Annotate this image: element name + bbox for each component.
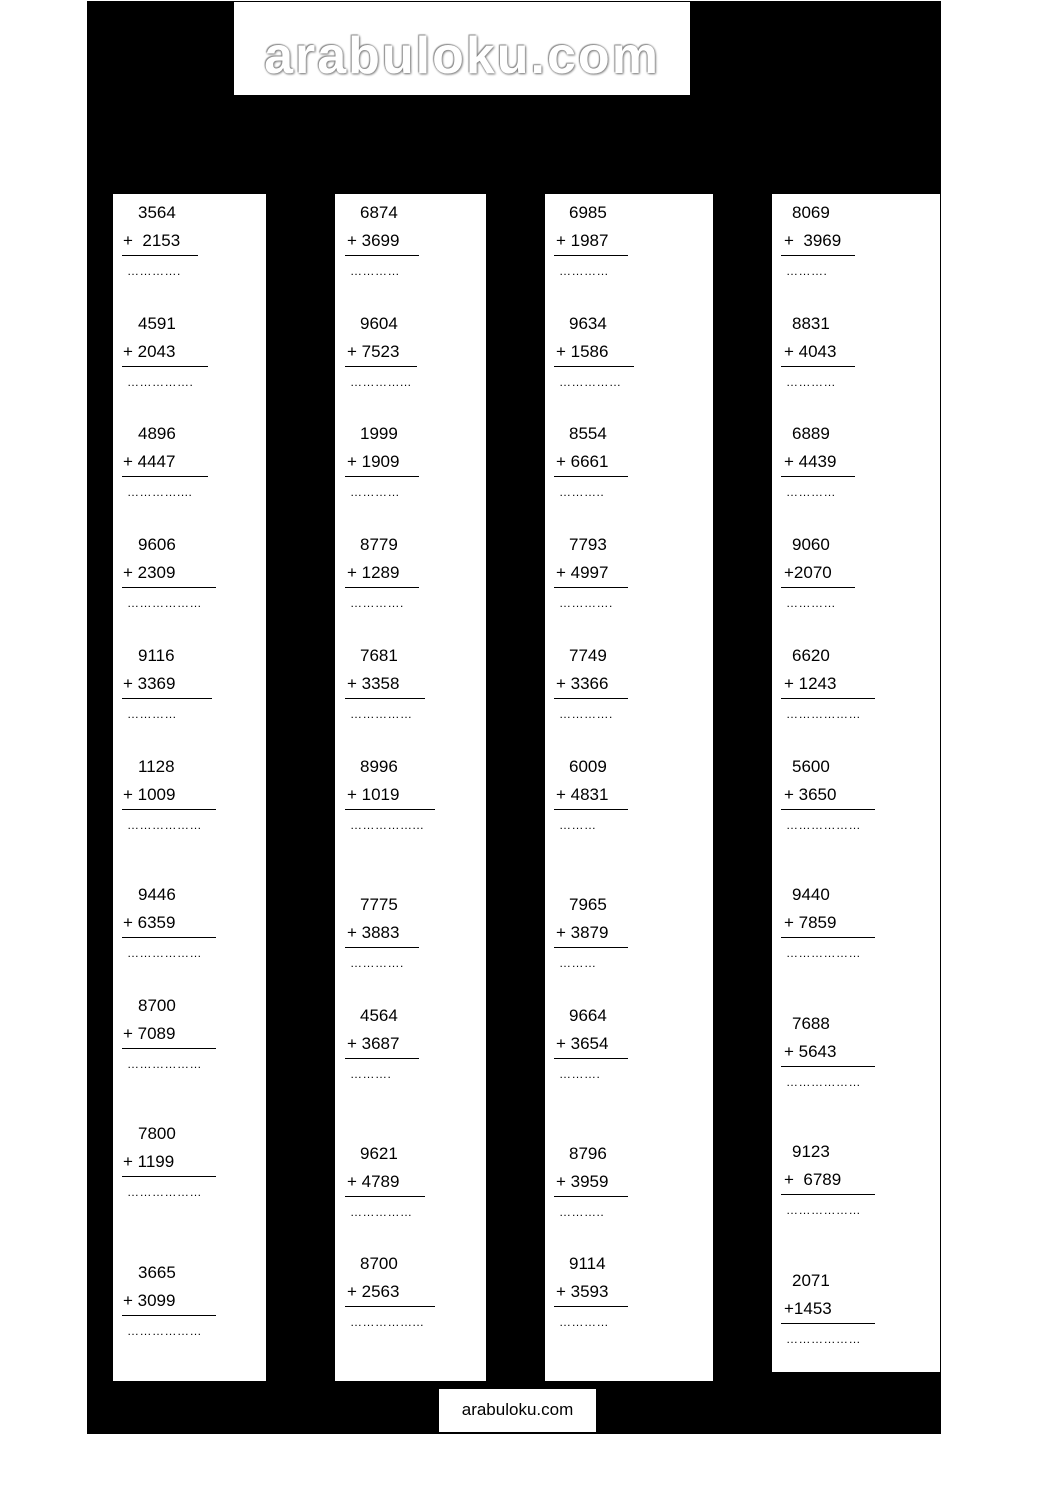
answer-blank: ………… [350,485,400,499]
top-number: 9621 [360,1144,398,1163]
bottom-number: + 4043 [784,342,837,361]
answer-blank: ……………… [786,1332,861,1346]
sum-line [345,1306,435,1307]
answer-blank: ………. [350,1067,392,1081]
top-number: 8700 [138,996,176,1015]
answer-blank: ……………… [786,1075,861,1089]
sum-line [122,255,198,256]
bottom-number: + 3369 [123,674,176,693]
bottom-number: + 3883 [347,923,400,942]
top-number: 9440 [792,885,830,904]
top-number: 9606 [138,535,176,554]
sum-line [554,1306,628,1307]
answer-blank: ……….. [559,485,605,499]
bottom-number: + 3879 [556,923,609,942]
answer-blank: …………... [350,375,412,389]
sum-line [345,1196,425,1197]
answer-blank: ………… [559,1315,609,1329]
top-number: 6889 [792,424,830,443]
sum-line [781,1194,875,1195]
top-number: 6009 [569,757,607,776]
sum-line [345,809,435,810]
sum-line [122,587,216,588]
answer-blank: …………. [127,264,181,278]
sum-line [122,1315,216,1316]
problem-column-3 [545,194,713,1381]
answer-blank: …………… [559,375,622,389]
sum-line [554,587,628,588]
top-number: 6620 [792,646,830,665]
answer-blank: ……………. [127,375,194,389]
answer-blank: ……………… [786,946,861,960]
sum-line [345,255,419,256]
bottom-number: + 3593 [556,1282,609,1301]
sum-line [554,809,628,810]
bottom-number: + 4789 [347,1172,400,1191]
top-number: 2071 [792,1271,830,1290]
sum-line [122,1048,216,1049]
sum-line [345,1058,419,1059]
answer-blank: ………….... [127,485,193,499]
bottom-number: + 2309 [123,563,176,582]
bottom-number: + 2563 [347,1282,400,1301]
sum-line [781,1066,875,1067]
footer-banner [439,1389,596,1432]
sum-line [345,476,419,477]
answer-blank: ……………… [127,946,202,960]
problem-column-2 [335,194,486,1381]
sum-line [781,698,875,699]
sum-line [781,587,855,588]
answer-blank: …………… [350,707,413,721]
sum-line [781,476,855,477]
bottom-number: + 1243 [784,674,837,693]
sum-line [554,366,634,367]
bottom-number: + 3366 [556,674,609,693]
sum-line [122,698,212,699]
answer-blank: ……………… [127,1185,202,1199]
bottom-number: + 7089 [123,1024,176,1043]
top-number: 9446 [138,885,176,904]
bottom-number: + 1586 [556,342,609,361]
top-number: 3564 [138,203,176,222]
answer-blank: ……………… [786,707,861,721]
sum-line [554,698,628,699]
site-logo: arabuloku.com [264,27,660,85]
top-number: 7681 [360,646,398,665]
answer-blank: ………… [350,264,400,278]
answer-blank: ………. [786,264,828,278]
top-number: 9060 [792,535,830,554]
top-number: 4896 [138,424,176,443]
sum-line [345,587,419,588]
sum-line [122,476,208,477]
bottom-number: + 3099 [123,1291,176,1310]
top-number: 8831 [792,314,830,333]
answer-blank: ……… [559,818,597,832]
answer-blank: ……………… [786,1203,861,1217]
bottom-number: + 1019 [347,785,400,804]
answer-blank: ………. [559,1067,601,1081]
bottom-number: + 2043 [123,342,176,361]
answer-blank: …………… [350,1205,413,1219]
top-number: 9634 [569,314,607,333]
answer-blank: ……………… [786,818,861,832]
top-number: 5600 [792,757,830,776]
answer-blank: ………… [786,596,836,610]
bottom-number: + 3650 [784,785,837,804]
bottom-number: + 6661 [556,452,609,471]
top-number: 4591 [138,314,176,333]
answer-blank: ……… [559,956,597,970]
top-number: 7793 [569,535,607,554]
top-number: 9664 [569,1006,607,1025]
top-number: 8069 [792,203,830,222]
sum-line [345,947,419,948]
answer-blank: …………. [559,707,613,721]
footer-site-name: arabuloku.com [461,1400,574,1419]
bottom-number: + 6789 [784,1170,842,1189]
problem-column-1 [113,194,266,1381]
problem-column-4 [772,194,940,1372]
bottom-number: + 3969 [784,231,842,250]
top-number: 1999 [360,424,398,443]
bottom-number: + 1199 [123,1152,175,1171]
sum-line [554,255,628,256]
bottom-number: + 7859 [784,913,837,932]
bottom-number: +2070 [784,563,832,582]
bottom-number: + 1009 [123,785,176,804]
bottom-number: + 4447 [123,452,176,471]
sum-line [122,937,216,938]
bottom-number: + 3358 [347,674,400,693]
sum-line [122,809,216,810]
answer-blank: ………… [127,707,177,721]
top-number: 8554 [569,424,607,443]
top-number: 1128 [138,757,175,776]
sum-line [122,366,208,367]
sum-line [781,366,855,367]
top-number: 7800 [138,1124,176,1143]
sum-line [554,1196,628,1197]
answer-blank: ……………… [127,596,202,610]
answer-blank: ……….. [559,1205,605,1219]
answer-blank: ………… [559,264,609,278]
bottom-number: + 6359 [123,913,176,932]
bottom-number: + 2153 [123,231,181,250]
top-number: 6874 [360,203,398,222]
answer-blank: …………. [350,596,404,610]
bottom-number: + 5643 [784,1042,837,1061]
bottom-number: + 4831 [556,785,609,804]
answer-blank: ……………... [350,1315,425,1329]
answer-blank: ………… [786,375,836,389]
answer-blank: ……………… [127,1324,202,1338]
top-number: 9123 [792,1142,830,1161]
top-number: 9116 [138,646,175,665]
sum-line [345,698,425,699]
sum-line [781,937,875,938]
top-number: 9114 [569,1254,606,1273]
bottom-number: + 4439 [784,452,837,471]
answer-blank: …………. [559,596,613,610]
top-number: 7749 [569,646,607,665]
top-number: 8996 [360,757,398,776]
bottom-number: + 3654 [556,1034,609,1053]
bottom-number: + 3959 [556,1172,609,1191]
bottom-number: + 1987 [556,231,609,250]
sum-line [554,947,628,948]
sum-line [781,1323,875,1324]
header-banner [234,2,690,95]
sum-line [781,809,875,810]
top-number: 9604 [360,314,398,333]
sum-line [781,255,855,256]
bottom-number: + 3699 [347,231,400,250]
sum-line [554,476,628,477]
top-number: 4564 [360,1006,398,1025]
sum-line [554,1058,628,1059]
top-number: 7688 [792,1014,830,1033]
bottom-number: +1453 [784,1299,832,1318]
answer-blank: …………. [350,956,404,970]
bottom-number: + 1289 [347,563,400,582]
top-number: 3665 [138,1263,176,1282]
answer-blank: ……………… [127,1057,202,1071]
answer-blank: ……………... [350,818,425,832]
bottom-number: + 7523 [347,342,400,361]
answer-blank: ……………… [127,818,202,832]
sum-line [122,1176,216,1177]
top-number: 7965 [569,895,607,914]
answer-blank: ………… [786,485,836,499]
sum-line [345,366,417,367]
bottom-number: + 3687 [347,1034,400,1053]
bottom-number: + 1909 [347,452,400,471]
top-number: 8700 [360,1254,398,1273]
bottom-number: + 4997 [556,563,609,582]
top-number: 8796 [569,1144,607,1163]
top-number: 8779 [360,535,398,554]
top-number: 6985 [569,203,607,222]
top-number: 7775 [360,895,398,914]
